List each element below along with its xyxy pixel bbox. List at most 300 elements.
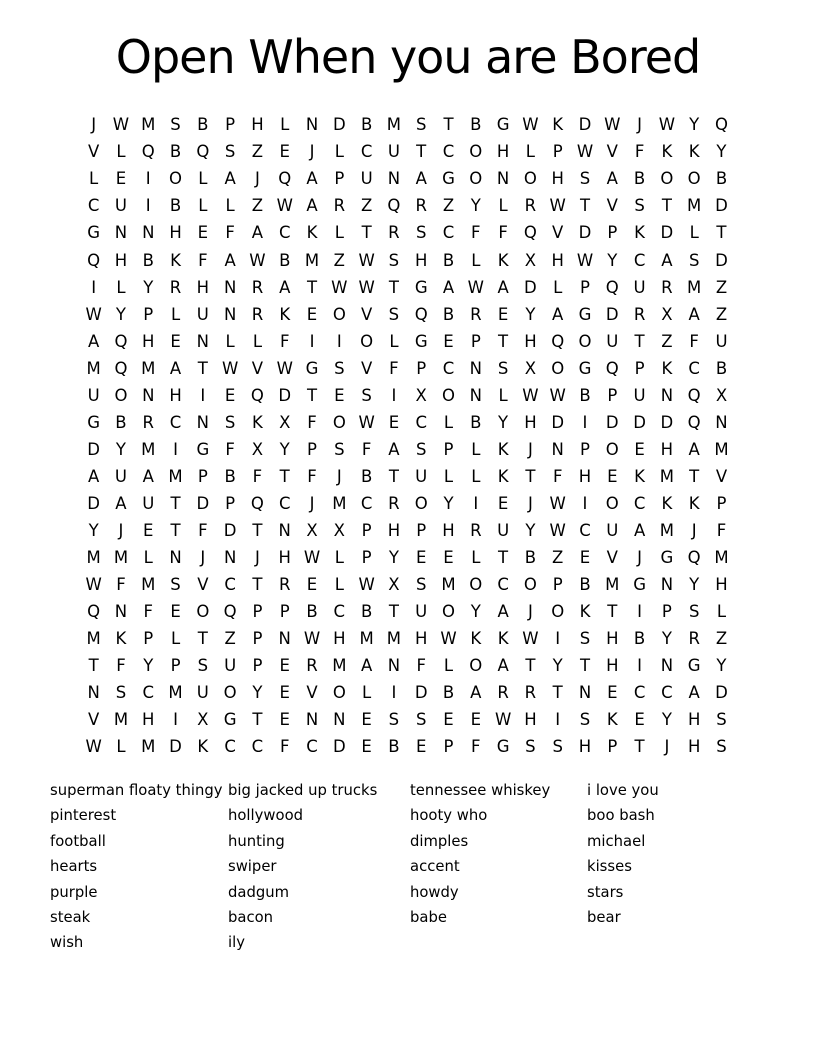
grid-letter: A xyxy=(88,331,100,351)
grid-letter: E xyxy=(224,385,236,405)
grid-letter: M xyxy=(141,439,156,459)
grid-letter: D xyxy=(169,737,182,757)
grid-letter: W xyxy=(549,385,566,405)
grid-letter: Q xyxy=(387,196,401,216)
grid-letter: M xyxy=(86,548,101,568)
grid-letter: C xyxy=(360,142,373,162)
grid-letter: P xyxy=(252,629,263,649)
grid-letter: G xyxy=(87,223,101,243)
grid-letter: M xyxy=(359,629,374,649)
grid-letter: S xyxy=(415,223,427,243)
grid-letter: I xyxy=(555,710,561,730)
grid-letter: V xyxy=(306,683,318,703)
grid-letter: J xyxy=(309,493,315,513)
grid-letter: J xyxy=(691,520,697,540)
grid-letter: O xyxy=(169,169,183,189)
grid-letter: S xyxy=(552,737,563,757)
grid-letter: R xyxy=(524,683,537,703)
grid-letter: E xyxy=(415,737,427,757)
grid-letter: X xyxy=(251,439,264,459)
grid-letter: H xyxy=(660,439,674,459)
grid-letter: X xyxy=(333,520,345,540)
grid-letter: S xyxy=(497,358,509,378)
grid-letter: G xyxy=(442,169,455,189)
grid-letter: P xyxy=(197,466,208,486)
grid-letter: T xyxy=(661,196,672,216)
grid-letter: R xyxy=(251,304,264,324)
grid-letter: S xyxy=(115,683,127,703)
grid-letter: T xyxy=(306,385,318,405)
grid-letter: X xyxy=(661,304,673,324)
word-item: steak xyxy=(50,908,91,926)
grid-letter: T xyxy=(716,223,727,243)
grid-letter: Q xyxy=(605,358,619,378)
grid-letter: A xyxy=(224,250,236,270)
grid-letter: Y xyxy=(88,520,99,540)
grid-letter: Q xyxy=(414,304,428,324)
word-list xyxy=(0,778,816,963)
word-item: big jacked up trucks xyxy=(228,782,378,799)
grid-letter: U xyxy=(606,520,619,540)
grid-letter: V xyxy=(88,710,100,730)
grid-letter: N xyxy=(469,358,482,378)
grid-letter: P xyxy=(661,602,672,622)
grid-letter: M xyxy=(141,115,156,135)
grid-letter: B xyxy=(360,602,373,622)
grid-letter: A xyxy=(306,196,318,216)
grid-letter: L xyxy=(334,142,344,162)
grid-letter: L xyxy=(443,412,454,432)
grid-letter: L xyxy=(334,548,344,568)
grid-letter: E xyxy=(470,710,482,730)
grid-letter: A xyxy=(251,223,264,243)
grid-letter: L xyxy=(170,629,181,649)
grid-letter: C xyxy=(579,520,591,540)
grid-letter: Q xyxy=(687,412,701,432)
grid-letter: K xyxy=(306,223,318,243)
grid-letter: O xyxy=(332,412,346,432)
grid-letter: Y xyxy=(716,656,727,676)
grid-letter: Q xyxy=(551,331,565,351)
grid-letter: G xyxy=(196,439,210,459)
grid-letter: I xyxy=(555,629,561,649)
grid-letter: I xyxy=(173,710,178,730)
grid-letter: E xyxy=(197,223,209,243)
grid-letter: G xyxy=(414,331,428,351)
grid-letter: K xyxy=(252,412,263,432)
grid-letter: F xyxy=(416,656,426,676)
grid-letter: E xyxy=(443,548,454,568)
grid-letter: W xyxy=(85,737,102,757)
grid-letter: R xyxy=(470,520,482,540)
grid-letter: E xyxy=(497,493,509,513)
grid-letter: X xyxy=(715,385,728,405)
word-search-grid xyxy=(80,112,735,761)
grid-letter: S xyxy=(170,575,181,595)
grid-letter: L xyxy=(471,548,481,568)
grid-letter: P xyxy=(416,358,427,378)
grid-letter: O xyxy=(114,385,128,405)
grid-letter: D xyxy=(605,412,619,432)
word-item: kisses xyxy=(587,858,632,876)
grid-letter: B xyxy=(715,358,728,378)
grid-letter: I xyxy=(473,493,479,513)
grid-letter: V xyxy=(360,304,373,324)
grid-letter: B xyxy=(224,466,236,486)
grid-letter: S xyxy=(525,737,536,757)
grid-letter: N xyxy=(387,169,401,189)
grid-letter: K xyxy=(552,115,564,135)
grid-letter: B xyxy=(524,548,537,568)
grid-letter: U xyxy=(114,466,127,486)
grid-letter: U xyxy=(633,277,646,297)
grid-letter: D xyxy=(332,737,346,757)
grid-letter: K xyxy=(497,250,509,270)
grid-letter: C xyxy=(442,358,455,378)
grid-letter: T xyxy=(170,520,181,540)
grid-letter: Q xyxy=(223,602,237,622)
grid-letter: H xyxy=(551,250,564,270)
grid-letter: G xyxy=(687,656,701,676)
grid-letter: U xyxy=(360,169,373,189)
grid-letter: K xyxy=(661,493,673,513)
grid-letter: B xyxy=(442,304,455,324)
grid-letter: F xyxy=(389,358,399,378)
grid-letter: R xyxy=(497,683,509,703)
grid-letter: B xyxy=(715,169,728,189)
grid-letter: U xyxy=(415,466,428,486)
grid-letter: Q xyxy=(250,493,264,513)
grid-letter: H xyxy=(387,520,401,540)
word-item: babe xyxy=(410,908,447,926)
grid-letter: P xyxy=(552,142,563,162)
grid-letter: W xyxy=(331,277,348,297)
grid-letter: W xyxy=(358,412,375,432)
grid-letter: E xyxy=(306,304,318,324)
grid-letter: W xyxy=(85,575,102,595)
grid-letter: N xyxy=(223,304,237,324)
grid-letter: D xyxy=(715,250,728,270)
grid-letter: T xyxy=(579,656,591,676)
grid-letter: M xyxy=(113,710,129,730)
grid-letter: Q xyxy=(114,331,128,351)
grid-letter: S xyxy=(224,412,236,432)
grid-letter: Y xyxy=(443,493,454,513)
grid-letter: K xyxy=(497,439,509,459)
grid-letter: W xyxy=(467,277,484,297)
grid-letter: P xyxy=(470,331,481,351)
grid-letter: L xyxy=(689,223,699,243)
grid-letter: L xyxy=(443,466,454,486)
grid-letter: N xyxy=(223,277,237,297)
grid-letter: D xyxy=(633,412,646,432)
grid-letter: F xyxy=(361,439,372,459)
grid-letter: O xyxy=(223,683,237,703)
grid-letter: H xyxy=(169,223,182,243)
grid-letter: F xyxy=(498,223,508,243)
grid-letter: N xyxy=(196,331,209,351)
grid-letter: U xyxy=(196,683,209,703)
grid-letter: H xyxy=(578,737,592,757)
grid-letter: C xyxy=(415,412,427,432)
grid-letter: J xyxy=(91,115,97,135)
grid-letter: F xyxy=(225,223,235,243)
grid-letter: P xyxy=(252,602,263,622)
grid-letter: J xyxy=(254,169,260,189)
grid-letter: D xyxy=(578,223,592,243)
grid-letter: I xyxy=(336,331,342,351)
grid-letter: Z xyxy=(661,331,673,351)
grid-letter: M xyxy=(687,277,702,297)
word-item: bear xyxy=(587,908,621,926)
grid-letter: N xyxy=(715,412,728,432)
grid-letter: N xyxy=(278,629,291,649)
grid-letter: H xyxy=(524,412,537,432)
grid-letter: A xyxy=(169,358,182,378)
grid-letter: E xyxy=(279,683,290,703)
grid-letter: L xyxy=(389,331,399,351)
grid-letter: N xyxy=(660,385,674,405)
grid-letter: D xyxy=(660,412,674,432)
grid-letter: E xyxy=(634,710,645,730)
grid-letter: C xyxy=(333,602,346,622)
grid-letter: I xyxy=(637,602,643,622)
word-item: wish xyxy=(50,934,84,952)
grid-letter: L xyxy=(116,737,126,757)
grid-letter: F xyxy=(116,575,126,595)
grid-letter: O xyxy=(469,142,483,162)
grid-letter: W xyxy=(303,548,321,568)
grid-letter: R xyxy=(633,304,646,324)
grid-letter: P xyxy=(552,575,563,595)
grid-letter: J xyxy=(309,142,315,162)
grid-letter: H xyxy=(496,142,510,162)
grid-letter: H xyxy=(524,331,537,351)
grid-letter: B xyxy=(442,683,455,703)
grid-letter: O xyxy=(360,331,374,351)
grid-letter: P xyxy=(225,115,236,135)
grid-letter: L xyxy=(280,115,290,135)
grid-letter: V xyxy=(606,548,618,568)
grid-letter: O xyxy=(332,304,346,324)
grid-letter: P xyxy=(361,520,372,540)
grid-letter: U xyxy=(224,656,237,676)
grid-letter: C xyxy=(442,223,455,243)
grid-letter: W xyxy=(522,115,539,135)
grid-letter: O xyxy=(660,169,674,189)
grid-letter: Y xyxy=(525,304,536,324)
grid-letter: O xyxy=(551,602,565,622)
grid-letter: L xyxy=(716,602,727,622)
grid-letter: Z xyxy=(360,196,373,216)
grid-letter: H xyxy=(551,169,564,189)
grid-letter: Q xyxy=(87,250,101,270)
grid-letter: B xyxy=(470,412,482,432)
grid-letter: A xyxy=(279,277,291,297)
grid-letter: P xyxy=(334,169,345,189)
grid-letter: N xyxy=(305,115,319,135)
grid-letter: S xyxy=(415,115,427,135)
grid-letter: J xyxy=(527,493,533,513)
grid-letter: I xyxy=(145,196,151,216)
grid-letter: J xyxy=(336,466,342,486)
grid-letter: J xyxy=(527,439,533,459)
grid-letter: O xyxy=(469,575,483,595)
grid-letter: U xyxy=(633,385,646,405)
grid-letter: C xyxy=(278,493,291,513)
grid-letter: K xyxy=(634,223,645,243)
grid-letter: R xyxy=(661,277,673,297)
grid-letter: Q xyxy=(141,142,155,162)
grid-letter: R xyxy=(251,277,264,297)
grid-letter: T xyxy=(252,575,263,595)
grid-letter: B xyxy=(197,115,209,135)
grid-letter: Q xyxy=(196,142,210,162)
grid-letter: I xyxy=(391,683,397,703)
grid-letter: E xyxy=(443,331,454,351)
grid-letter: L xyxy=(225,196,235,216)
grid-letter: D xyxy=(605,304,619,324)
grid-letter: T xyxy=(197,629,208,649)
grid-letter: C xyxy=(633,250,646,270)
grid-letter: A xyxy=(442,277,455,297)
grid-letter: U xyxy=(142,493,155,513)
grid-letter: W xyxy=(276,358,293,378)
grid-letter: T xyxy=(498,331,509,351)
grid-letter: O xyxy=(523,169,537,189)
grid-letter: B xyxy=(579,385,591,405)
grid-letter: Q xyxy=(605,277,619,297)
word-item: dadgum xyxy=(228,883,290,901)
grid-letter: M xyxy=(113,548,129,568)
grid-letter: N xyxy=(333,710,346,730)
grid-letter: N xyxy=(305,710,319,730)
grid-letter: T xyxy=(525,656,536,676)
grid-letter: M xyxy=(386,115,402,135)
grid-letter: M xyxy=(332,493,347,513)
grid-letter: H xyxy=(114,250,128,270)
grid-letter: P xyxy=(634,358,645,378)
grid-letter: V xyxy=(197,575,209,595)
word-item: purple xyxy=(50,883,98,901)
word-item: hearts xyxy=(50,858,98,876)
grid-letter: M xyxy=(141,575,156,595)
grid-letter: S xyxy=(361,385,372,405)
grid-letter: I xyxy=(582,412,588,432)
grid-letter: F xyxy=(198,250,208,270)
grid-letter: P xyxy=(580,439,590,459)
grid-letter: B xyxy=(388,737,400,757)
grid-letter: K xyxy=(197,737,209,757)
grid-letter: Y xyxy=(470,602,481,622)
grid-letter: R xyxy=(388,493,400,513)
grid-letter: K xyxy=(497,629,509,649)
word-item: howdy xyxy=(410,883,459,901)
grid-letter: E xyxy=(388,412,400,432)
grid-letter: T xyxy=(525,466,536,486)
grid-letter: A xyxy=(497,656,509,676)
grid-letter: B xyxy=(360,466,373,486)
grid-letter: H xyxy=(251,115,264,135)
grid-letter: J xyxy=(637,548,643,568)
grid-letter: A xyxy=(88,466,100,486)
grid-letter: S xyxy=(579,169,591,189)
grid-letter: N xyxy=(496,169,510,189)
grid-letter: W xyxy=(522,385,539,405)
grid-letter: T xyxy=(388,466,399,486)
grid-letter: B xyxy=(115,412,127,432)
grid-letter: O xyxy=(469,169,483,189)
grid-letter: X xyxy=(197,710,209,730)
grid-letter: S xyxy=(388,304,400,324)
grid-letter: P xyxy=(443,737,454,757)
grid-letter: T xyxy=(170,493,181,513)
grid-letter: T xyxy=(388,602,399,622)
grid-letter: E xyxy=(306,575,318,595)
grid-letter: Q xyxy=(687,548,701,568)
grid-letter: U xyxy=(87,385,100,405)
grid-letter: H xyxy=(415,250,428,270)
grid-letter: S xyxy=(716,710,727,730)
grid-letter: K xyxy=(579,602,591,622)
grid-letter: P xyxy=(443,439,454,459)
grid-letter: M xyxy=(141,737,156,757)
word-item: hunting xyxy=(228,832,285,850)
grid-letter: B xyxy=(169,196,182,216)
grid-letter: Z xyxy=(552,548,564,568)
grid-letter: Y xyxy=(115,304,126,324)
grid-letter: M xyxy=(659,520,674,540)
grid-letter: V xyxy=(360,358,373,378)
grid-letter: W xyxy=(440,629,457,649)
grid-letter: W xyxy=(276,196,293,216)
grid-letter: K xyxy=(661,358,673,378)
grid-letter: S xyxy=(415,439,427,459)
grid-letter: T xyxy=(88,656,99,676)
grid-letter: R xyxy=(415,196,427,216)
word-item: bacon xyxy=(228,908,274,926)
grid-letter: L xyxy=(471,466,481,486)
grid-letter: Q xyxy=(87,602,101,622)
grid-letter: P xyxy=(607,737,618,757)
word-list-column xyxy=(410,778,550,930)
grid-letter: H xyxy=(578,466,592,486)
grid-letter: D xyxy=(578,115,592,135)
grid-letter: M xyxy=(386,629,402,649)
word-item: dimples xyxy=(410,832,469,850)
grid-letter: W xyxy=(85,304,102,324)
grid-letter: E xyxy=(361,737,372,757)
grid-letter: J xyxy=(637,115,643,135)
grid-letter: R xyxy=(688,629,700,649)
grid-letter: P xyxy=(225,493,236,513)
grid-letter: S xyxy=(388,250,400,270)
grid-letter: K xyxy=(606,710,618,730)
grid-letter: W xyxy=(358,277,375,297)
grid-letter: W xyxy=(112,115,130,135)
grid-letter: M xyxy=(86,358,101,378)
grid-letter: M xyxy=(714,439,729,459)
grid-letter: I xyxy=(582,493,588,513)
grid-letter: I xyxy=(145,169,151,189)
grid-letter: O xyxy=(605,493,619,513)
grid-letter: R xyxy=(333,196,346,216)
grid-letter: F xyxy=(225,439,235,459)
grid-letter: Y xyxy=(143,656,154,676)
grid-letter: B xyxy=(279,250,291,270)
grid-letter: S xyxy=(688,602,700,622)
grid-letter: R xyxy=(169,277,182,297)
